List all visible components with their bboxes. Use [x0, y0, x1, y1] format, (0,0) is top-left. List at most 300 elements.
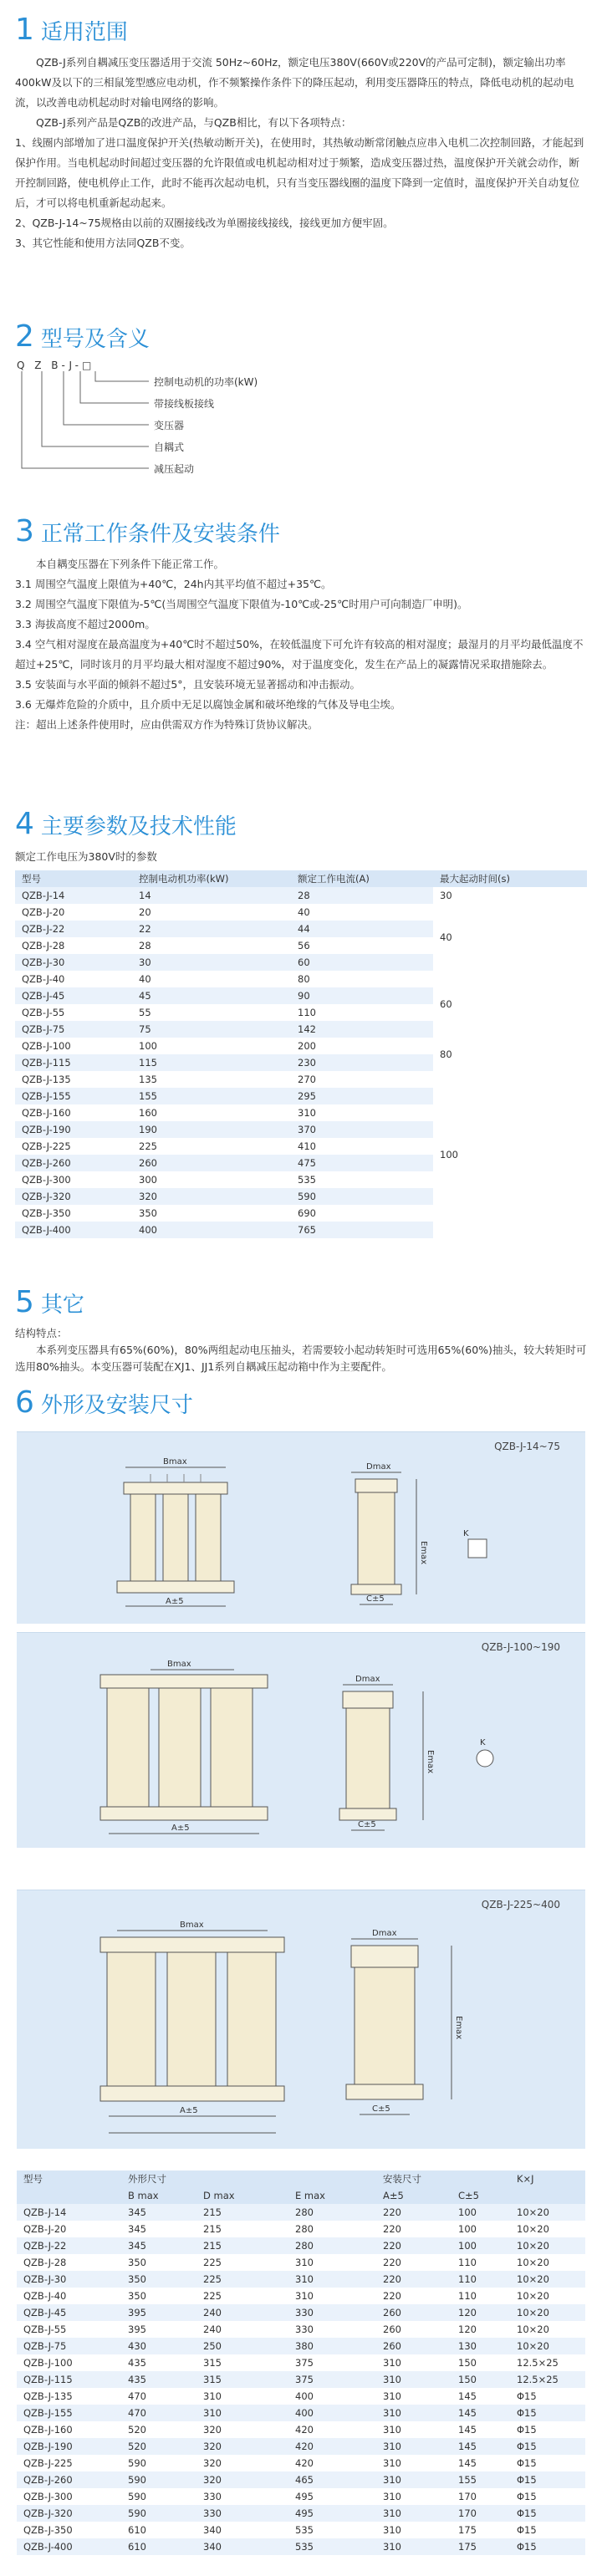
table-cell-start-time: 60 [433, 971, 587, 1038]
table-cell: 145 [452, 2438, 510, 2455]
table-cell: QZB-J-320 [17, 2505, 121, 2522]
section-dimensions [0, 1385, 602, 1426]
table-cell: 350 [121, 2288, 196, 2304]
section-heading [15, 809, 587, 840]
section-parameters [0, 809, 602, 1238]
table-cell: 225 [132, 1138, 291, 1155]
table-cell-start-time: 100 [433, 1071, 587, 1238]
table-cell: 10×20 [510, 2288, 585, 2304]
dimension-label: Emax [419, 1541, 428, 1565]
table-cell: 90 [291, 987, 433, 1004]
table-cell: 20 [132, 904, 291, 921]
column-header: 控制电动机功率(kW) [132, 870, 291, 887]
table-cell: 75 [132, 1021, 291, 1038]
table-row [15, 1071, 587, 1088]
table-cell: QZB-J-400 [17, 2538, 121, 2555]
table-cell: 30 [132, 954, 291, 971]
table-cell: 145 [452, 2421, 510, 2438]
table-cell: 435 [121, 2354, 196, 2371]
column-header: A±5 [376, 2187, 452, 2204]
table-cell: 535 [288, 2538, 376, 2555]
table-cell: 470 [121, 2405, 196, 2421]
list-item: 3.5 安装面与水平面的倾斜不超过5°，且安装环境无显著摇动和冲击振动。 [15, 678, 361, 691]
table-cell: 250 [196, 2338, 288, 2354]
table-cell: QZB-J-135 [15, 1071, 132, 1088]
dimension-label: Bmax [163, 1457, 187, 1467]
table-cell: 160 [132, 1104, 291, 1121]
table-cell: 420 [288, 2421, 376, 2438]
table-cell: 28 [132, 937, 291, 954]
table-cell: 225 [196, 2271, 288, 2288]
table-cell: 310 [376, 2538, 452, 2555]
table-cell: Φ15 [510, 2405, 585, 2421]
table-cell: 280 [288, 2204, 376, 2221]
table-cell: 260 [132, 1155, 291, 1171]
list-item: 3.6 无爆炸危险的介质中，且介质中无足以腐蚀金属和破坏绝缘的气体及导电尘埃。 [15, 698, 401, 711]
dimension-label: Bmax [180, 1921, 204, 1930]
section-heading [15, 514, 587, 548]
table-cell: 350 [132, 1205, 291, 1222]
table-cell: 310 [376, 2438, 452, 2455]
table-cell: 110 [452, 2288, 510, 2304]
table-cell: 690 [291, 1205, 433, 1222]
table-cell: 345 [121, 2237, 196, 2254]
table-cell: 10×20 [510, 2271, 585, 2288]
table-cell: 220 [376, 2221, 452, 2237]
table-cell: 345 [121, 2204, 196, 2221]
table-header-row [17, 2187, 585, 2204]
section-title: 主要参数及技术性能 [40, 814, 237, 839]
dimension-table-wrap [17, 2170, 585, 2555]
section-heading [15, 1385, 587, 1420]
table-cell: 475 [291, 1155, 433, 1171]
table-cell: 310 [376, 2522, 452, 2538]
table-cell: 135 [132, 1071, 291, 1088]
column-header: 额定工作电流(A) [291, 870, 433, 887]
paragraph: QZB-J系列自耦减压变压器适用于交流 50Hz~60Hz，额定电压380V(660V或220V的产品可定制)，额定输出功率400kW及以下的三相鼠笼型感应电动机，作不频繁操作条件下的降压起动，利用变压器降压的特点，降低电动机的起动电流，以改善电动机起动时对输电网络的影响。 [15, 56, 574, 109]
paragraph: 本系列变压器具有65%(60%)，80%两组起动电压抽头，若需要较小起动转矩时可选用65%(60%)抽头，较大转矩时可选用80%抽头。本变压器可装配在XJ1、JJ1系列自耦减压起动箱中作为主要配件。 [15, 1344, 587, 1373]
section-number: 2 [15, 319, 34, 354]
table-cell: 10×20 [510, 2204, 585, 2221]
dimension-label: K [480, 1738, 486, 1747]
table-row [15, 904, 587, 921]
table-cell: 370 [291, 1121, 433, 1138]
table-cell: 240 [196, 2304, 288, 2321]
paragraph: QZB-J系列产品是QZB的改进产品，与QZB相比，有以下各项特点： [36, 116, 352, 129]
table-cell: 410 [291, 1138, 433, 1155]
dimension-table [17, 2170, 585, 2555]
table-cell: 10×20 [510, 2237, 585, 2254]
section-title: 型号及含义 [40, 327, 150, 352]
table-row [17, 2455, 585, 2471]
table-cell: 100 [452, 2204, 510, 2221]
list-item: 3.2 周围空气温度下限值为-5℃(当周围空气温度下限值为-10℃或-25℃时用户可向制造厂申明)。 [15, 598, 468, 610]
table-cell: 14 [132, 887, 291, 904]
table-cell: QZB-J-20 [17, 2221, 121, 2237]
list-item: 2、QZB-J-14~75规格由以前的双圈接线改为单圈接线接线，接线更加方便牢固。 [15, 217, 394, 229]
table-cell: 120 [452, 2304, 510, 2321]
list-item: 3、其它性能和使用方法同QZB不变。 [15, 237, 191, 249]
table-cell: QZB-J-55 [15, 1004, 132, 1021]
table-row [17, 2304, 585, 2321]
table-cell: 155 [452, 2471, 510, 2488]
table-cell: 520 [121, 2421, 196, 2438]
list-item: 3.1 周围空气温度上限值为+40℃，24h内其平均值不超过+35℃。 [15, 578, 332, 590]
table-cell: Φ15 [510, 2522, 585, 2538]
table-cell: 310 [376, 2388, 452, 2405]
table-cell: 320 [196, 2471, 288, 2488]
table-cell: 310 [376, 2371, 452, 2388]
transformer-drawing [17, 1432, 585, 1625]
model-diagram [15, 360, 587, 485]
table-row [17, 2522, 585, 2538]
table-row [17, 2505, 585, 2522]
table-cell: QZB-J-155 [17, 2405, 121, 2421]
table-cell: 535 [291, 1171, 433, 1188]
table-cell: 590 [121, 2455, 196, 2471]
table-cell: 55 [132, 1004, 291, 1021]
table-cell: 310 [376, 2505, 452, 2522]
feature-list [15, 133, 587, 253]
table-cell: 395 [121, 2321, 196, 2338]
table-cell: 225 [196, 2254, 288, 2271]
table-cell: 12.5×25 [510, 2354, 585, 2371]
table-row [17, 2221, 585, 2237]
table-cell: 520 [121, 2438, 196, 2455]
table-cell: 330 [196, 2488, 288, 2505]
table-row [17, 2354, 585, 2371]
table-cell: 310 [376, 2354, 452, 2371]
table-cell: 340 [196, 2538, 288, 2555]
table-cell: 110 [291, 1004, 433, 1021]
table-cell: QZB-J-115 [15, 1054, 132, 1071]
table-cell: 310 [288, 2254, 376, 2271]
table-cell: QZB-J-40 [15, 971, 132, 987]
table-row [17, 2471, 585, 2488]
table-cell: 310 [291, 1104, 433, 1121]
model-label: 自耦式 [154, 441, 185, 453]
table-cell-start-time: 30 [433, 887, 587, 904]
table-cell: 340 [196, 2522, 288, 2538]
section-other [0, 1285, 602, 1375]
table-row [17, 2405, 585, 2421]
column-header: 型号 [17, 2170, 121, 2187]
table-cell: QZB-J-115 [17, 2371, 121, 2388]
table-cell: 145 [452, 2455, 510, 2471]
table-cell: 345 [121, 2221, 196, 2237]
table-cell: 310 [376, 2421, 452, 2438]
table-cell: QZB-J-75 [15, 1021, 132, 1038]
table-cell: QZB-J-14 [15, 887, 132, 904]
transformer-drawing [17, 1633, 585, 1849]
table-cell: 280 [288, 2221, 376, 2237]
section-title: 正常工作条件及安装条件 [40, 522, 280, 547]
table-cell: 115 [132, 1054, 291, 1071]
table-cell: QZB-J-320 [15, 1188, 132, 1205]
table-cell: Φ15 [510, 2455, 585, 2471]
dimension-label: Dmax [355, 1675, 380, 1684]
section-heading [15, 1285, 587, 1319]
table-cell: QZB-J-190 [17, 2438, 121, 2455]
table-cell: 590 [291, 1188, 433, 1205]
table-cell: 12.5×25 [510, 2371, 585, 2388]
table-cell: QZB-J-100 [15, 1038, 132, 1054]
table-cell: 535 [288, 2522, 376, 2538]
section-number: 3 [15, 514, 34, 548]
table-cell: 430 [121, 2338, 196, 2354]
drawing-label: QZB-J-14~75 [494, 1441, 560, 1452]
table-cell: QZB-J-22 [17, 2237, 121, 2254]
table-row [17, 2421, 585, 2438]
table-cell: 495 [288, 2488, 376, 2505]
table-cell: 470 [121, 2388, 196, 2405]
table-row [17, 2488, 585, 2505]
paragraph: 本自耦变压器在下列条件下能正常工作。 [36, 558, 225, 570]
table-cell: 310 [196, 2388, 288, 2405]
table-cell: 350 [121, 2271, 196, 2288]
table-row [17, 2237, 585, 2254]
table-cell-start-time: 40 [433, 904, 587, 971]
table-cell: 400 [288, 2388, 376, 2405]
table-cell: 310 [376, 2455, 452, 2471]
table-cell: 350 [121, 2254, 196, 2271]
table-cell: QZB-J-260 [15, 1155, 132, 1171]
table-cell: 145 [452, 2388, 510, 2405]
table-row [17, 2271, 585, 2288]
table-cell: 295 [291, 1088, 433, 1104]
table-cell: 10×20 [510, 2221, 585, 2237]
table-cell: 40 [132, 971, 291, 987]
section-number: 6 [15, 1385, 34, 1420]
table-cell: 142 [291, 1021, 433, 1038]
table-cell: 175 [452, 2538, 510, 2555]
table-cell: QZB-J-75 [17, 2338, 121, 2354]
table-cell: QZB-J-55 [17, 2321, 121, 2338]
table-cell: 310 [376, 2488, 452, 2505]
table-cell: QZB-J-225 [15, 1138, 132, 1155]
table-cell: 215 [196, 2237, 288, 2254]
table-cell: 175 [452, 2522, 510, 2538]
table-cell: 28 [291, 887, 433, 904]
table-cell: 215 [196, 2204, 288, 2221]
dimension-label: C±5 [372, 2104, 390, 2114]
table-cell: 310 [376, 2405, 452, 2421]
table-cell: Φ15 [510, 2421, 585, 2438]
dimension-label: C±5 [366, 1594, 385, 1604]
section-heading [15, 319, 587, 354]
table-cell: Φ15 [510, 2438, 585, 2455]
section-title: 适用范围 [40, 20, 128, 45]
section-heading [15, 15, 587, 46]
column-header: B max [121, 2187, 196, 2204]
table-cell: 420 [288, 2438, 376, 2455]
table-cell: QZB-J-100 [17, 2354, 121, 2371]
table-cell: 220 [376, 2237, 452, 2254]
table-cell: 170 [452, 2488, 510, 2505]
table-cell: 590 [121, 2488, 196, 2505]
drawing-panel-small [17, 1431, 585, 1624]
table-cell: 22 [132, 921, 291, 937]
dimension-label: Dmax [372, 1929, 397, 1938]
parameter-table [15, 870, 587, 1238]
table-cell: 590 [121, 2471, 196, 2488]
model-code: Q Z B-J-□ [17, 360, 95, 371]
table-cell: 375 [288, 2371, 376, 2388]
dimension-label: Emax [454, 2016, 463, 2040]
section-conditions [0, 514, 602, 735]
table-cell: 380 [288, 2338, 376, 2354]
section-title: 其它 [40, 1293, 84, 1318]
table-cell: 200 [291, 1038, 433, 1054]
column-header-blank [17, 2187, 121, 2204]
table-cell: 765 [291, 1222, 433, 1238]
table-cell: QZB-J-20 [15, 904, 132, 921]
table-cell: QZB-J-300 [17, 2488, 121, 2505]
table-cell: 150 [452, 2371, 510, 2388]
table-cell: QZB-J-22 [15, 921, 132, 937]
table-row [17, 2204, 585, 2221]
table-row [17, 2321, 585, 2338]
drawing-panel-medium [17, 1632, 585, 1848]
table-row [15, 887, 587, 904]
table-cell: 310 [196, 2405, 288, 2421]
table-cell: 300 [132, 1171, 291, 1188]
table-cell: 40 [291, 904, 433, 921]
table-cell: 320 [196, 2438, 288, 2455]
drawing-label: QZB-J-100~190 [481, 1641, 560, 1653]
table-header-row [15, 870, 587, 887]
table-row [15, 1038, 587, 1054]
section-number: 4 [15, 807, 34, 841]
table-cell: QZB-J-30 [17, 2271, 121, 2288]
table-cell: 220 [376, 2254, 452, 2271]
table-cell: Φ15 [510, 2505, 585, 2522]
table-row [17, 2438, 585, 2455]
table-cell: 150 [452, 2354, 510, 2371]
column-header: K×J [510, 2170, 585, 2187]
table-cell: 10×20 [510, 2338, 585, 2354]
table-row [17, 2371, 585, 2388]
table-cell: 420 [288, 2455, 376, 2471]
column-header: C±5 [452, 2187, 510, 2204]
model-label: 减压起动 [154, 463, 195, 475]
column-header: 外形尺寸 [121, 2170, 376, 2187]
table-cell: 44 [291, 921, 433, 937]
column-header: 最大起动时间(s) [433, 870, 587, 887]
table-cell: 60 [291, 954, 433, 971]
table-cell: QZB-J-40 [17, 2288, 121, 2304]
table-cell: 310 [376, 2471, 452, 2488]
table-cell: QZB-J-135 [17, 2388, 121, 2405]
table-cell: QZB-J-28 [17, 2254, 121, 2271]
table-cell: 435 [121, 2371, 196, 2388]
table-cell: QZB-J-350 [15, 1205, 132, 1222]
section-scope [0, 15, 602, 253]
table-cell: 120 [452, 2321, 510, 2338]
table-cell: QZB-J-160 [17, 2421, 121, 2438]
transformer-drawing [17, 1890, 585, 2150]
table-cell: 10×20 [510, 2304, 585, 2321]
table-header-row [17, 2170, 585, 2187]
table-cell: 310 [288, 2288, 376, 2304]
table-cell: QZB-J-225 [17, 2455, 121, 2471]
table-cell: 260 [376, 2304, 452, 2321]
table-cell: QZB-J-155 [15, 1088, 132, 1104]
condition-list [15, 574, 587, 735]
table-cell: 220 [376, 2288, 452, 2304]
column-header: 安装尺寸 [376, 2170, 510, 2187]
table-cell: 10×20 [510, 2321, 585, 2338]
table-cell: 590 [121, 2505, 196, 2522]
table-cell: 375 [288, 2354, 376, 2371]
table-cell: 400 [132, 1222, 291, 1238]
table-cell: 315 [196, 2354, 288, 2371]
dimension-label: Dmax [366, 1462, 391, 1472]
table-cell: 260 [376, 2338, 452, 2354]
table-cell: 330 [196, 2505, 288, 2522]
table-cell: QZB-J-300 [15, 1171, 132, 1188]
column-header-blank [510, 2187, 585, 2204]
table-cell: 130 [452, 2338, 510, 2354]
table-row [17, 2538, 585, 2555]
table-cell: 310 [288, 2271, 376, 2288]
list-item: 1、线圈内部增加了进口温度保护开关(热敏动断开关)，在使用时，其热敏动断常闭触点应串入电机二次控制回路，才能起到保护作用。当电机起动时间超过变压器的允许限值或电机起动相对过于频繁，造成变压器过热，温度保护开关就会动作，断开控制回路，使电机停止工作，此时不能再次起动电机，只有当变压器线圈的温度下降到一定值时，温度保护开关自动复位后，才可以将电机重新起动起来。 [15, 136, 584, 209]
dimension-label: C±5 [358, 1820, 376, 1829]
table-cell: 45 [132, 987, 291, 1004]
table-cell: 230 [291, 1054, 433, 1071]
model-label: 带接线板接线 [154, 398, 215, 410]
dimension-label: A±5 [180, 2106, 198, 2115]
table-cell: 10×20 [510, 2254, 585, 2271]
list-item: 注：超出上述条件使用时，应由供需双方作为特殊订货协议解决。 [15, 718, 319, 731]
table-cell: QZB-J-28 [15, 937, 132, 954]
table-cell: Φ15 [510, 2471, 585, 2488]
dimension-label: Emax [426, 1750, 435, 1774]
table-cell: 270 [291, 1071, 433, 1088]
column-header: 型号 [15, 870, 132, 887]
column-header: D max [196, 2187, 288, 2204]
table-cell: QZB-J-400 [15, 1222, 132, 1238]
table-cell-start-time: 80 [433, 1038, 587, 1071]
table-cell: QZB-J-190 [15, 1121, 132, 1138]
table-cell: 610 [121, 2538, 196, 2555]
table-row [17, 2254, 585, 2271]
table-cell: 400 [288, 2405, 376, 2421]
table-cell: QZB-J-350 [17, 2522, 121, 2538]
table-cell: 320 [132, 1188, 291, 1205]
table-cell: 100 [452, 2237, 510, 2254]
table-cell: 320 [196, 2455, 288, 2471]
section-number: 1 [15, 13, 34, 47]
table-row [17, 2288, 585, 2304]
table-cell: QZB-J-30 [15, 954, 132, 971]
table-cell: 395 [121, 2304, 196, 2321]
table-cell: 465 [288, 2471, 376, 2488]
section-title: 外形及安装尺寸 [40, 1393, 193, 1418]
table-cell: 100 [132, 1038, 291, 1054]
dimension-label: A±5 [171, 1824, 190, 1833]
table-cell: 240 [196, 2321, 288, 2338]
table-caption: 额定工作电压为380V时的参数 [15, 850, 157, 863]
table-cell: 495 [288, 2505, 376, 2522]
section-number: 5 [15, 1285, 34, 1319]
table-cell: Φ15 [510, 2388, 585, 2405]
table-cell: 170 [452, 2505, 510, 2522]
table-cell: 110 [452, 2271, 510, 2288]
table-cell: 56 [291, 937, 433, 954]
dimension-label: A±5 [166, 1597, 184, 1606]
table-cell: 315 [196, 2371, 288, 2388]
